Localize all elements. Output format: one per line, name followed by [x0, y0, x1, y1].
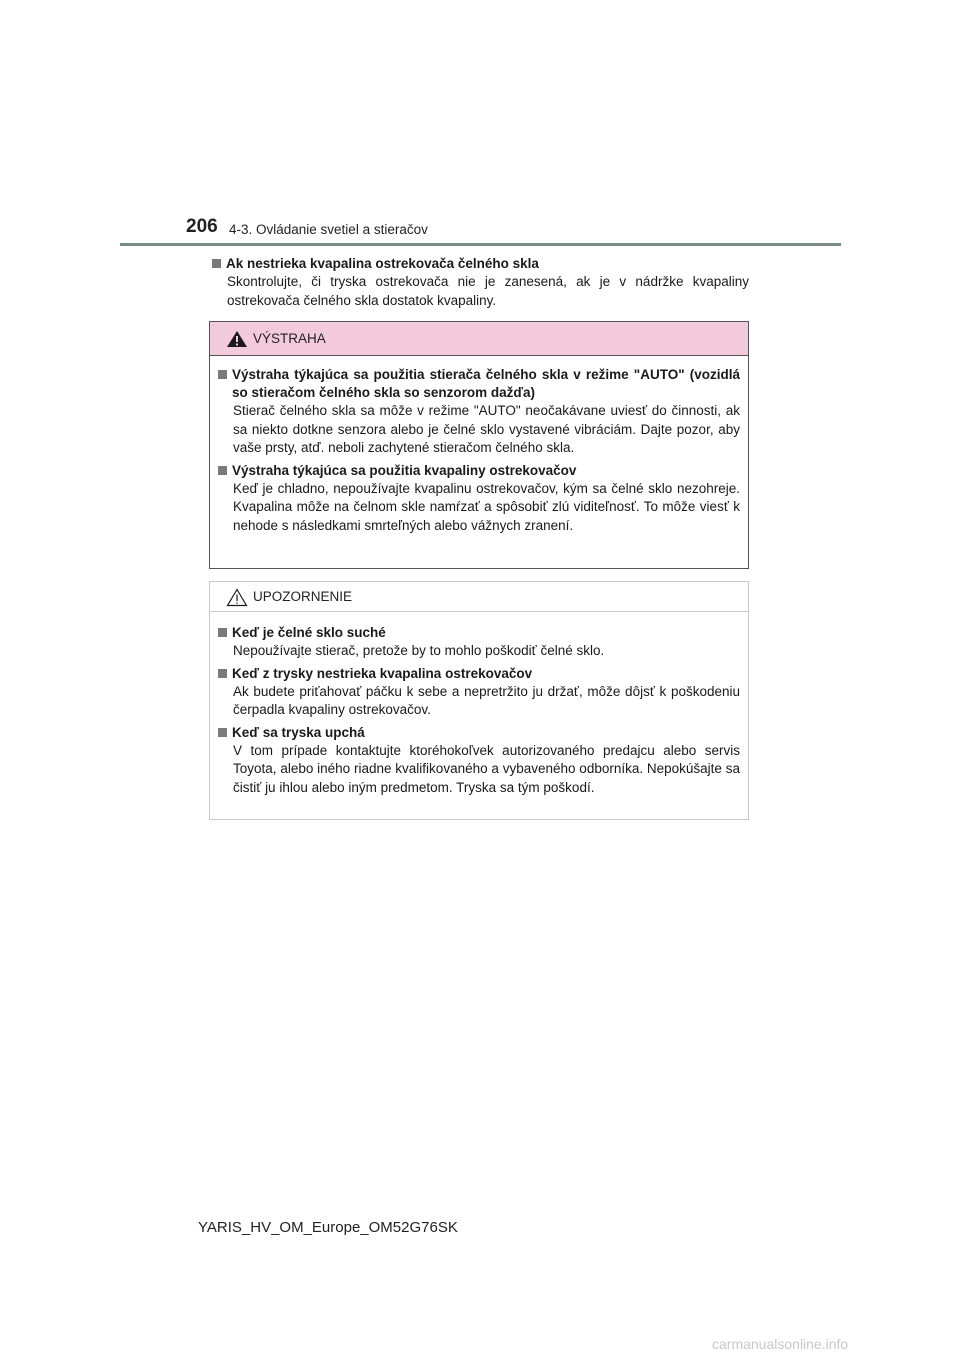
caution-item-heading-text: Keď sa tryska upchá: [232, 724, 365, 740]
warning-item: [217, 462, 740, 536]
header-divider: [120, 243, 841, 246]
caution-label: UPOZORNENIE: [253, 589, 353, 604]
caution-item-text: Nepoužívajte stierač, pretože by to mohlo poškodiť čelné sklo.: [233, 643, 605, 658]
bullet-square-icon: [218, 370, 227, 379]
intro-heading: [211, 255, 749, 273]
caution-triangle-icon: [226, 588, 248, 612]
warning-item-heading: [217, 366, 740, 402]
warning-item-heading-text: Výstraha týkajúca sa použitia kvapaliny ostrekovačov: [232, 462, 577, 478]
warning-box: [209, 321, 749, 569]
caution-item: [217, 724, 740, 798]
bullet-square-icon: [218, 628, 227, 637]
caution-item-heading-text: Keď je čelné sklo suché: [232, 625, 386, 640]
bullet-square-icon: [218, 728, 227, 737]
warning-triangle-icon: [226, 330, 248, 353]
caution-item-heading: [217, 624, 740, 642]
caution-item-heading: [217, 724, 740, 742]
warning-item-text: Keď je chladno, nepoužívajte kvapalinu ostrekovačov, kým sa čelné sklo nezohreje. Kvapalina môže na čelnom skle namŕzať a spôsobiť zlú viditeľnosť. To môže viesť k nehode s následkami smrteľných alebo vážnych zranení.: [233, 480, 740, 533]
warning-item-text: Stierač čelného skla sa môže v režime "AUTO" neočakávane uviesť do činnosti, ak sa niekto dotkne senzora alebo je čelné sklo vystavené vibráciám. Dajte pozor, aby vaše prsty, atď. neboli zachytené stieračom čelného skla.: [233, 403, 740, 455]
caution-item: [217, 624, 740, 661]
watermark: carmanualsonline.info: [712, 1336, 849, 1352]
intro-text: Skontrolujte, či tryska ostrekovača nie je zanesená, ak je v nádržke kvapaliny ostrekovača čelného skla dostatok kvapaliny.: [227, 274, 749, 308]
warning-item-heading-text: Výstraha týkajúca sa použitia stierača čelného skla v režime "AUTO" (vozidlá so stieračom čelného skla so senzorom dažďa): [232, 367, 740, 400]
bullet-square-icon: [218, 669, 227, 678]
warning-item: [217, 366, 740, 458]
page-number: 206: [186, 216, 218, 237]
document-code: YARIS_HV_OM_Europe_OM52G76SK: [198, 1219, 458, 1236]
caution-header: [210, 582, 748, 612]
bullet-square-icon: [212, 259, 221, 268]
caution-item-heading: [217, 665, 740, 683]
warning-label: VÝSTRAHA: [253, 331, 326, 346]
warning-header: [210, 322, 748, 356]
caution-item: [217, 665, 740, 720]
warning-item-heading: [217, 462, 740, 480]
intro-heading-text: Ak nestrieka kvapalina ostrekovača čelného skla: [226, 256, 539, 271]
caution-body: [210, 612, 748, 797]
bullet-square-icon: [218, 466, 227, 475]
section-title: 4-3. Ovládanie svetiel a stieračov: [229, 222, 428, 237]
intro-section: [211, 255, 749, 310]
caution-item-text: V tom prípade kontaktujte ktoréhokoľvek autorizovaného predajcu alebo servis Toyota, alebo iného riadne kvalifikovaného a vybaveného odborníka. Nepokúšajte sa čistiť ju ihlou alebo iným predmetom. Tryska sa tým poškodí.: [233, 742, 740, 795]
caution-item-text: Ak budete priťahovať páčku k sebe a nepretržito ju držať, môže dôjsť k poškodeniu čerpadla kvapaliny ostrekovačov.: [233, 683, 740, 717]
caution-box: [209, 581, 749, 820]
caution-item-heading-text: Keď z trysky nestrieka kvapalina ostrekovačov: [232, 665, 533, 681]
warning-body: [210, 356, 748, 535]
